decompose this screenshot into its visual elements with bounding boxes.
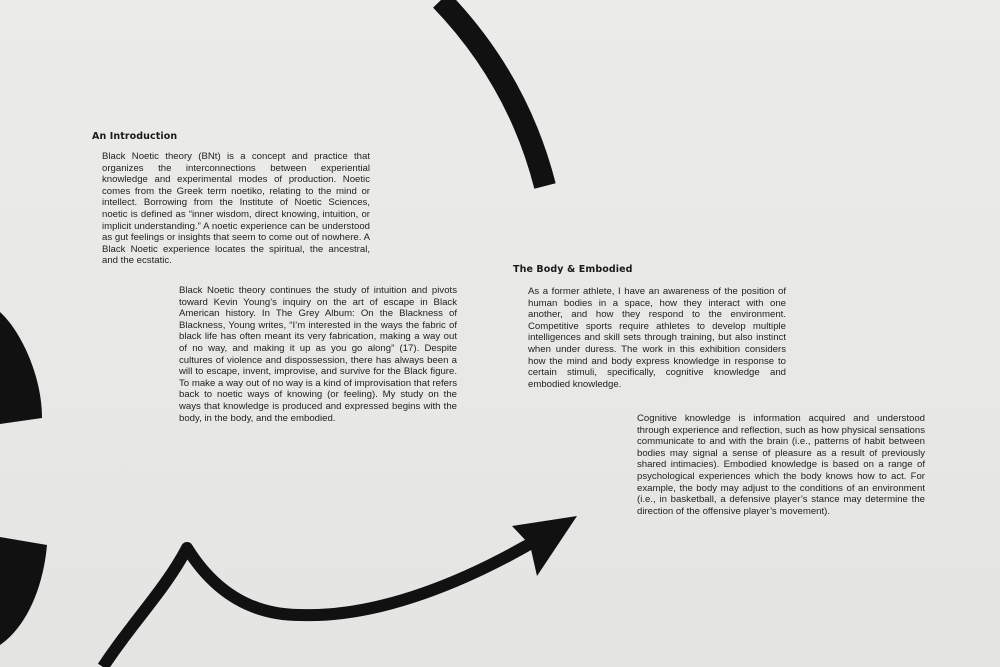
left-half-disc-lower [0, 537, 47, 645]
body-embodied-paragraph-2: Cognitive knowledge is information acquired and understood through experience and reflection, such as how physical sensations communicate to and with the brain (i.e., patterns of habit between bodies may signal a sense of pleasure as a result of previously shared intimacies). Embodied knowledge is based on a range of psychological experiences which the body knows how to act. For example, the body may adjust to the conditions of an environment (i.e., in basketball, a defensive player’s stance may determine the direction of the offensive player’s movement). [637, 413, 925, 517]
introduction-heading: An Introduction [92, 131, 178, 142]
body-embodied-heading: The Body & Embodied [513, 264, 633, 275]
left-half-disc-upper [0, 312, 42, 424]
wave-arrow-shaft [103, 535, 545, 667]
body-embodied-paragraph-1: As a former athlete, I have an awareness of the position of human bodies in a space, how they interact with one another, and how they respond to the environment. Competitive sports require athletes to develop multiple intelligences and skill sets through training, but also instinct when under duress. The work in this exhibition considers how the mind and body express knowledge in response to certain stimuli, specifically, cognitive knowledge and embodied knowledge. [528, 286, 786, 390]
introduction-paragraph-1: Black Noetic theory (BNt) is a concept and practice that organizes the interconnections between experiential knowledge and experimental modes of production. Noetic comes from the Greek term noetiko, relating to the mind or intellect. Borrowing from the Institute of Noetic Sciences, noetic is defined as “inner wisdom, direct knowing, intuition, or implicit understanding.” A noetic experience can be understood as gut feelings or insights that seem to come out of nowhere. A Black Noetic experience locates the spiritual, the ancestral, and the ecstatic. [102, 151, 370, 267]
top-curved-stroke [441, 0, 545, 186]
introduction-paragraph-2: Black Noetic theory continues the study of intuition and pivots toward Kevin Young’s inquiry on the art of escape in Black American history. In The Grey Album: On the Blackness of Blackness, Young writes, “I’m interested in the ways the fabric of black life has often meant its very fabrication, making a way out of no way, and making it up as you go along” (17). Despite cultures of violence and dispossession, there has always been a will to escape, invent, improvise, and survive for the Black figure. To make a way out of no way is a kind of improvisation that refers back to noetic ways of knowing (or feeling). My study on the ways that knowledge is produced and expressed begins with the body, in the body, and the embodied. [179, 285, 457, 424]
